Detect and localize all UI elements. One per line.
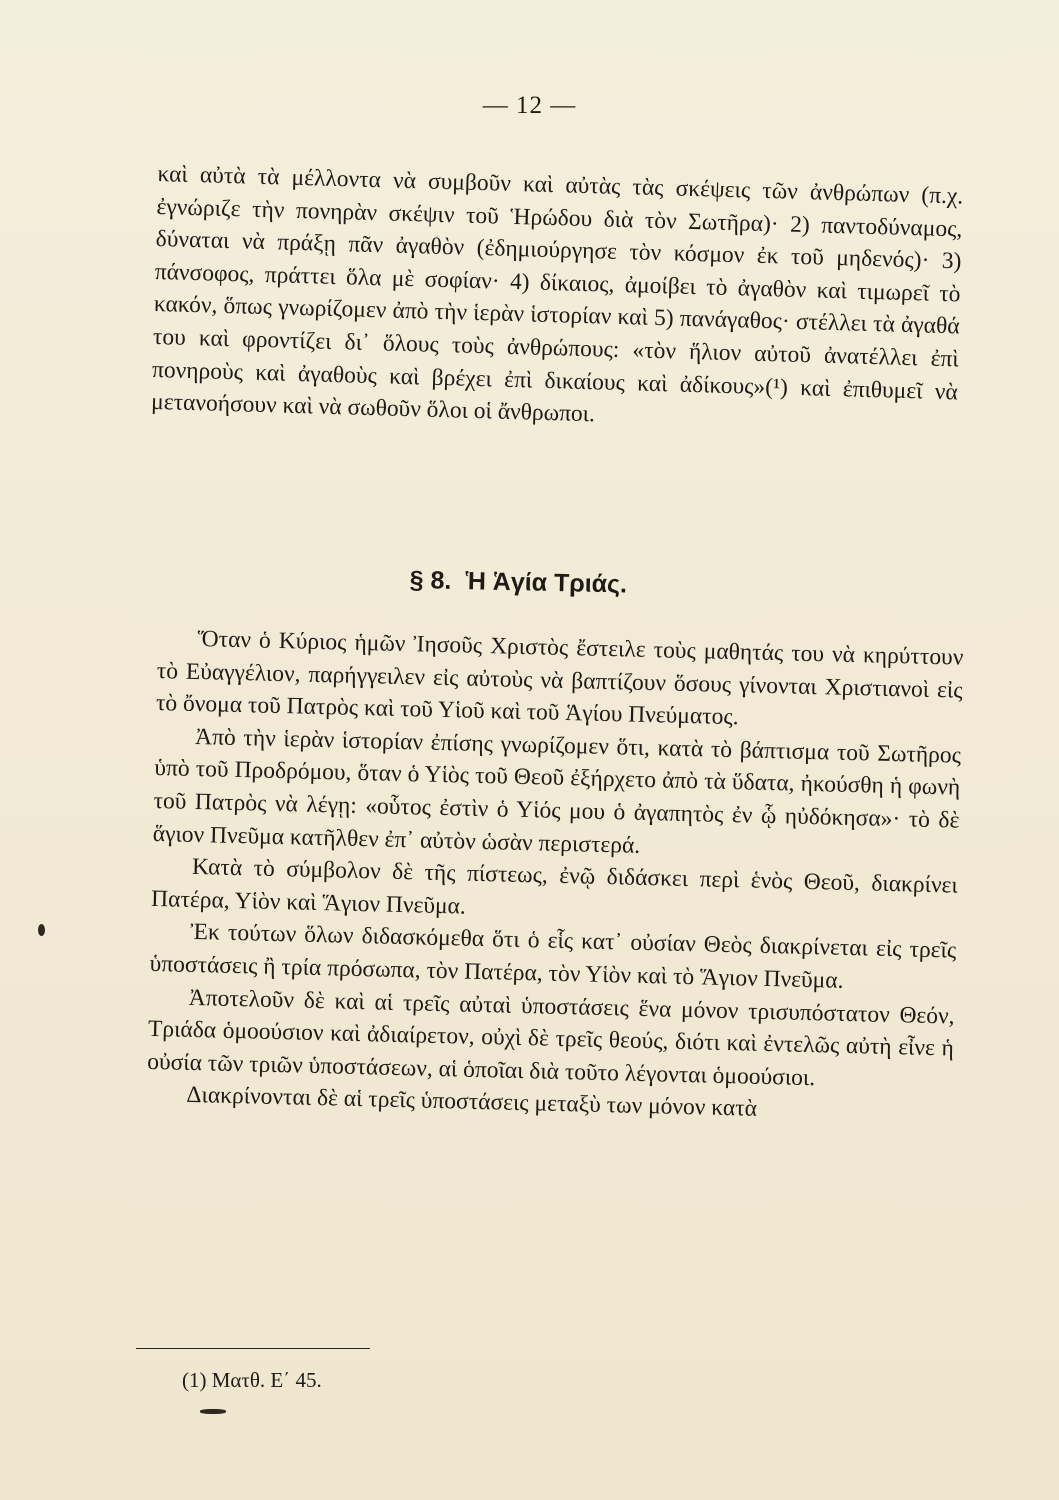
footnote-divider [136, 1348, 370, 1349]
section-body [146, 622, 964, 1130]
body-paragraph: Ἀπὸ τὴν ἱερὰν ἱστορίαν ἐπίσης γνωρίζομεν ὅτι, κατὰ τὸ βάπτισμα τοῦ Σωτῆρος ὑπὸ τοῦ Προδρόμου, ὅταν ὁ Υἱὸς τοῦ Θεοῦ ἐξήρχετο ἀπὸ τὰ ὕδατα, ἠκούσθη ἡ φωνὴ τοῦ Πατρὸς νὰ λέγῃ: «οὗτος ἐστὶν ὁ Υἱός μου ὁ ἀγαπητὸς ἐν ᾧ ηὐδόκησα»· τὸ δὲ ἅγιον Πνεῦμα κατῆλθεν ἐπ᾿ αὐτὸν ὡσὰν περιστερά. [152, 723, 962, 859]
body-paragraph: Ὅταν ὁ Κύριος ἡμῶν Ἰησοῦς Χριστὸς ἔστειλε τοὺς μαθητάς του νὰ κηρύττουν τὸ Εὐαγγέλιον, παρήγγειλεν εἰς αὐτοὺς νὰ βαπτίζουν ὅσους γίνονται Χριστιανοὶ εἰς τὸ ὄνομα τοῦ Πατρὸς καὶ τοῦ Υἱοῦ καὶ τοῦ Ἁγίου Πνεύματος. [155, 625, 964, 731]
body-paragraph: Ἐκ τούτων ὅλων διδασκόμεθα ὅτι ὁ εἷς κατ᾿ οὐσίαν Θεὸς διακρίνεται εἰς τρεῖς ὑποστάσεις ἢ τρία πρόσωπα, τὸν Πατέρα, τὸν Υἱὸν καὶ τὸ Ἅγιον Πνεῦμα. [149, 919, 957, 994]
continued-paragraph: καὶ αὐτὰ τὰ μέλλοντα νὰ συμβοῦν καὶ αὐτὰς τὰς σκέψεις τῶν ἀνθρώπων (π.χ. ἐγνώριζε τὴν πονηρὰν σκέψιν τοῦ Ἡρώδου διὰ τὸν Σωτῆρα)· 2) παντοδύναμος, δύναται νὰ πράξῃ πᾶν ἀγαθὸν (ἐδημιούργησε τὸν κόσμον ἐκ τοῦ μηδενός)· 3) πάνσοφος, πράττει ὅλα μὲ σοφίαν· 4) δίκαιος, ἀμοίβει τὸ ἀγαθὸν καὶ τιμωρεῖ τὸ κακόν, ὅπως γνωρίζομεν ἀπὸ τὴν ἱερὰν ἱστορίαν καὶ 5) πανάγαθος· στέλλει τὰ ἀγαθά του καὶ φροντίζει δι᾿ ὅλους τοὺς ἀνθρώπους: «τὸν ἥλιον αὐτοῦ ἀνατέλλει ἐπὶ πονηροὺς καὶ ἀγαθοὺς καὶ βρέχει ἐπὶ δικαίους καὶ ἀδίκους»(¹) καὶ ἐπιθυμεῖ νὰ μετανοήσουν καὶ νὰ σωθοῦν ὅλοι οἱ ἄνθρωποι. [150, 160, 964, 428]
section-symbol: § 8. [409, 566, 452, 595]
body-paragraph: Ἀποτελοῦν δὲ καὶ αἱ τρεῖς αὐταὶ ὑποστάσεις ἕνα μόνον τρισυπόστατον Θεόν, Τριάδα ὁμοούσιον καὶ ἀδιαίρετον, οὐχὶ δὲ τρεῖς θεούς, διότι καὶ ἐντελῶς αὐτὴ εἶνε ἡ οὐσία τῶν τριῶν ὑποστάσεων, αἱ ὁποῖαι διὰ τοῦτο λέγονται ὁμοούσιοι. [146, 984, 955, 1091]
body-paragraph: Κατὰ τὸ σύμβολον δὲ τῆς πίστεως, ἐνῷ διδάσκει περὶ ἑνὸς Θεοῦ, διακρίνει Πατέρα, Υἱὸν καὶ Ἅγιον Πνεῦμα. [150, 854, 959, 920]
continued-paragraph-block [151, 158, 964, 441]
section-title: Ἡ Ἁγία Τριάς. [465, 567, 628, 599]
ink-speck [38, 924, 45, 936]
body-paragraph: Διακρίνονται δὲ αἱ τρεῖς ὑποστάσεις μεταξὺ των μόνον κατὰ [186, 1082, 758, 1123]
section-heading [409, 566, 627, 600]
ink-smudge [200, 1409, 226, 1414]
page-number: — 12 — [482, 92, 577, 119]
footnote: (1) Ματθ. Ε΄ 45. [182, 1368, 322, 1392]
